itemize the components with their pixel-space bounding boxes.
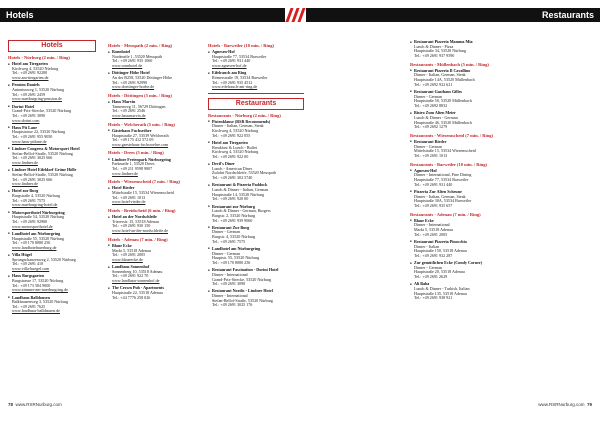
listing-name: ■ Haus Marvin (112, 100, 198, 105)
listing-name: ■ Pension Daniels (12, 83, 96, 88)
listing-detail: Hauptstraße 55, 53520 Nürburg (12, 235, 64, 241)
listing-name: ■ Agnesen-Hof (414, 169, 500, 174)
list-item (208, 247, 304, 266)
website-link[interactable]: www.am-tiergarten.de (12, 75, 49, 81)
website-link[interactable]: www.ronnhotel.de (112, 63, 143, 69)
list-item (8, 83, 96, 102)
listing-name: ■ Restaurant Pizzeria Mamma Mia (414, 40, 500, 45)
listing-name: ■ Agnesen-Hof (212, 50, 304, 55)
header-bar-left (0, 8, 285, 22)
listing-detail: Hauptstraße 14A, 53520 Müllenbach (414, 77, 475, 83)
listing-detail: Dinner - International (212, 271, 248, 277)
listing-name: ■ Pizzeria Zur Alten Scheune (414, 190, 500, 195)
list-item (8, 62, 96, 81)
section-heading: Restaurants - Müllenbach (5 min. / Ring) (410, 61, 489, 67)
listing-name: ■ Restaurant Fascination - Dorint Hotel (212, 268, 304, 273)
website-link[interactable]: www.hausmarvin.de (112, 113, 146, 119)
listing-detail: Hauptstraße 22, 53518 Adenau (112, 289, 163, 295)
listing-name: ■ Motorsporthotel Nürburgring (12, 211, 96, 216)
section-heading: Hotels - Welcherath (5 min. / Ring) (108, 121, 176, 127)
listing-name: ■ Restaurant Nordic - Lindner Hotel (212, 289, 304, 294)
list-item (108, 100, 198, 119)
list-item (8, 168, 96, 187)
website-link[interactable]: www.zimmer-am-nuerburgring.de (12, 287, 68, 293)
divider (208, 93, 304, 94)
footer-url-left[interactable]: www.RSRNurburg.com (15, 402, 62, 407)
website-link[interactable]: www.hotel-an-der-nordschleife.de (112, 228, 169, 234)
listing-detail: Markt 5, 53518 Adenau (414, 226, 453, 232)
section-heading: Restaurants - Nürburg (2 min. / Ring) (208, 112, 281, 118)
listing-detail: Tel.: +49 2691 3025 666 (12, 155, 53, 161)
listing-detail: Kirchweg 4, 53520 Nürburg (12, 65, 59, 71)
listing-name: ■ Devil's Diner (212, 162, 304, 167)
listing-name: ■ Landhotel am Nürburgring (212, 247, 304, 252)
listing-detail: Mittelstraße 15, 53534 Wiesemscheid (414, 148, 476, 154)
listing-detail: Tel.: +49 2691 922 70 (112, 273, 149, 279)
website-link[interactable]: www.eifelrauch-am-ring.de (212, 84, 258, 90)
website-link[interactable]: www.lindner.de (12, 159, 38, 165)
listing-detail: Tel.: +49 175 412 572 69 (112, 137, 154, 143)
section-heading: Hotels - Döttingen (5 min. / Ring) (108, 92, 172, 98)
listing-detail: Tel.: +49 2691 7575 (212, 238, 246, 244)
website-link[interactable]: www.haus-pitlane.de (12, 138, 47, 144)
list-item (108, 215, 198, 234)
list-item (410, 40, 500, 59)
listing-detail: Tel.: +49 2691 935 1060 (112, 58, 153, 64)
listing-detail: Tel.: +49 2691 930 150 (112, 223, 151, 229)
list-item (108, 244, 198, 263)
list-item (208, 141, 304, 160)
listing-name: ■ Eifelrauch am Ring (212, 71, 304, 76)
list-item (410, 219, 500, 238)
listing-detail: Hauptstraße 54, 53520 Nürburg (12, 214, 64, 220)
listing-detail: Kirchweg 4, 53520 Nürburg (212, 127, 259, 133)
list-item (208, 120, 304, 139)
list-item (8, 147, 96, 166)
listing-detail: Markt 5, 53518 Adenau (112, 247, 151, 253)
listing-detail: Tel.: +49 2691 939 9060 (212, 217, 253, 223)
listing-detail: Grand-Prix-Strecke, 53520 Nürburg (212, 276, 272, 282)
listing-detail: Triererstr. 15, 53518 Adenau (112, 218, 160, 224)
section-heading: Hotels - Meuspath (2 min. / Ring) (108, 43, 173, 48)
section-heading: Restaurants - Barweiler (10 min. / Ring) (410, 161, 488, 167)
list-item (108, 50, 198, 69)
listing-detail: Stefan-Bellof-Straße, 53520 Nürburg (12, 171, 73, 177)
list-item (8, 232, 96, 251)
website-link[interactable]: www.villa-huegel.com (12, 266, 50, 272)
listing-detail: Dinner - German (414, 143, 442, 149)
listing-name: ■ Restaurant Gasthaus Gilles (414, 90, 500, 95)
website-link[interactable]: www.nuerburgring-hotel.de (12, 202, 58, 208)
listing-detail: Hauptstraße 27, 53539 Welcherath (112, 132, 169, 138)
listing-detail: Dinner - International (414, 222, 450, 228)
listing-detail: Hauptstraße 46, 53520 Müllenbach (414, 119, 472, 125)
listing-detail: Hauptstr. 55, 53520 Nürburg (212, 255, 260, 261)
header-title-left: Hotels (6, 10, 34, 20)
listing-detail: Tel.: +49 2692 1279 (414, 124, 448, 130)
section-heading: Hotels - Breidscheid (6 min. / Ring) (108, 207, 176, 213)
listing-detail: Breakfast & Lunch - Buffet (212, 144, 258, 150)
list-item (208, 162, 304, 181)
listing-detail: Römerstraße 19, 53534 Barweiler (212, 75, 268, 80)
listing-detail: Sprungschanzenweg 2, 53520 Nürburg (12, 256, 76, 262)
listing-detail: Antoniusweg 1, 53520 Nürburg (12, 86, 65, 92)
listing-detail: Tel.: +49 2691 302 5740 (212, 175, 253, 181)
list-item (410, 240, 500, 259)
listing-detail: Dinner - Italian, German, Steak (212, 123, 264, 129)
list-item (208, 183, 304, 202)
listing-detail: Tel.: +49 2691 7625 (12, 303, 46, 309)
listing-detail: Dinner - German (212, 229, 240, 235)
listing-name: ■ Landhotel am Nürburgring (12, 232, 96, 237)
listing-detail: Burgstr. 2, 53520 Nürburg (212, 212, 256, 218)
listing-detail: Dinner - Italian, German, Steak (414, 193, 466, 199)
listing-detail: Tel.: +49 2692 8832 (414, 102, 448, 108)
listing-detail: Tel.: +49 170 8080 256 (12, 240, 51, 246)
list-item (208, 268, 304, 287)
listing-detail: Dinner - German (414, 264, 442, 270)
website-link[interactable]: www.dorint.com (12, 117, 40, 123)
listing-detail: Lunch & Dinner - Turkish, Italian (414, 285, 470, 291)
listing-name: ■ Restaurant & Pizzeria Paddock (212, 183, 304, 188)
listing-detail: Tel.: +49 2691 2459 (12, 91, 46, 97)
column-3 (208, 40, 304, 400)
listing-detail: Tel.: +49 211 9598 9007 (112, 165, 153, 171)
listing-detail: Tel.: +49 2691 955 9050 (12, 134, 53, 140)
listing-detail: Hauptstraße 14, 53520 Nürburg (212, 191, 264, 197)
list-item (410, 282, 500, 301)
column-5 (410, 40, 500, 400)
listing-detail: Tel.: +49 2691 7575 (12, 197, 46, 203)
website-link[interactable]: www.lindner.de (112, 170, 138, 176)
section-heading: Hotels - Nürburg (2 min. / Ring) (8, 54, 70, 60)
listing-detail: Dinner - Italian (414, 243, 440, 249)
listing-detail: Tel.: +49 170 8080 256 (212, 259, 251, 265)
list-item (410, 111, 500, 130)
listing-detail: Tel.: +49 2691 920 00 (212, 196, 249, 202)
listing-detail: Hauptstraße 77, 53534 Barweiler (414, 177, 469, 182)
listing-detail: Hauptstraße 50, 53520 Müllenbach (414, 98, 472, 104)
listing-detail: Tel.: +44 7776 258 026 (112, 294, 151, 300)
listing-detail: Dinner - Italian, German, Steak (414, 72, 466, 78)
listing-name: ■ Blaue Ecke (112, 244, 198, 249)
listing-name: ■ Bistro Zum Alten Meier (414, 111, 500, 116)
list-item (108, 71, 198, 90)
listing-detail: Tel.: +49 2691 2629 (414, 274, 448, 280)
listing-name: ■ Restaurant Rieder (414, 140, 500, 145)
listing-name: ■ Hotel am Tiergarten (12, 62, 96, 67)
listing-detail: Tel.: +49 2691 1013 (414, 152, 448, 158)
website-link[interactable]: www.hotel-rieder.de (112, 199, 146, 205)
listing-name: ■ Pistenklause (RSR Recommends) (212, 120, 304, 125)
listing-detail: Tannenweg 11, 56729 Döttingen (112, 103, 166, 109)
listing-detail: Stefan-Bellof-Straße, 53520 Nürburg (12, 150, 73, 156)
listing-detail: Lunch & Dinner - German, Burgers (212, 208, 271, 214)
website-link[interactable]: www.motorsporthotel.de (12, 223, 53, 229)
listing-name: ■ Hotel Rieder (112, 186, 198, 191)
website-link[interactable]: www.lindner.de (12, 181, 38, 187)
listing-detail: Parkmeile 1, 53520 Drees (112, 161, 155, 167)
listing-detail: Tel.: +49 2691 3090 (212, 281, 246, 287)
listing-name: ■ Lindner Ferienpark Nürburgring (112, 158, 198, 163)
listing-detail: Dinner - International, Fine Dining (414, 172, 472, 178)
list-item (8, 105, 96, 124)
list-item (208, 71, 304, 90)
listing-name: ■ Dorint Hotel (12, 105, 96, 110)
listing-detail: Burgstrasse 17, 53520 Nürburg (12, 277, 64, 283)
listing-detail: Dinner - German (414, 93, 442, 99)
restaurants-box-header: Restaurants (208, 98, 304, 110)
listing-detail: Tel.: +49 2691 922 055 (212, 132, 251, 138)
list-item (410, 261, 500, 280)
listing-detail: Tel.: +49 2691 931 440 (414, 181, 453, 187)
list-item (8, 211, 96, 230)
hotels-box-header: Hotels (8, 40, 96, 52)
listing-detail: Sonnenberg 10, 53518 Adenau (112, 268, 163, 274)
listing-detail: Grand-Prix-Strecke, 53520 Nürburg (12, 108, 72, 114)
listing-name: ■ Restaurant Zur Burg (212, 226, 304, 231)
listing-detail: Kirchweg 4, 53520 Nürburg (212, 149, 259, 155)
listing-name: ■ Ali Baba (414, 282, 500, 287)
listing-detail: Balkhausenweg 3, 53520 Nürburg (12, 299, 69, 305)
listing-name: ■ Zur gemütlichen Ecke (Comfy Corner) (414, 261, 500, 266)
listing-name: ■ Haus Burgsgarten (12, 274, 96, 279)
list-item (208, 226, 304, 245)
listing-detail: Tel.: +49 2691 2546 (112, 108, 146, 114)
listing-detail: Tel.: +49 2691 2005 (112, 252, 146, 258)
column-2 (108, 40, 198, 400)
listing-detail: Tel.: +49 2691 937 9590 (414, 52, 455, 58)
list-item (8, 189, 96, 208)
listing-detail: Burgstr. 4, 53520 Nürburg (212, 234, 256, 240)
list-item (8, 126, 96, 145)
listing-detail: Tel.: +49 2691 935 4512 (212, 79, 253, 85)
listing-detail: Lunch & Dinner - Italian, German (212, 186, 269, 192)
page-number-left: 78 (8, 402, 14, 407)
listing-name: ■ The Crown Pub - Apartments (112, 286, 198, 291)
section-heading: Hotels - Drees (5 min. / Ring) (108, 150, 164, 156)
listing-name: ■ Blaue Ecke (414, 219, 500, 224)
list-item (410, 190, 500, 209)
website-link[interactable]: www.landhaus-sonnenhof.de (112, 278, 160, 284)
list-item (410, 140, 500, 159)
listing-detail: Hauptstraße 77, 53534 Barweiler (212, 53, 267, 59)
listing-detail: Hauptstraße 34, 53520 Nürburg (414, 48, 466, 54)
list-item (208, 289, 304, 308)
listing-name: ■ Gästehaus Fuchsröhre (112, 129, 198, 134)
list-item (108, 158, 198, 177)
website-link[interactable]: www.doettinger-hoehe.de (112, 84, 155, 90)
listing-name: ■ Haus Pit Lane (12, 126, 96, 131)
list-item (208, 205, 304, 224)
listing-detail: Hauptstraße 20, 53518 Adenau (414, 269, 465, 275)
listing-detail: Tel.: +49 2691 935 657 (414, 202, 453, 208)
listing-detail: Tel.: +49 2691 92900 (12, 218, 48, 224)
section-heading: Hotels - Adenau (7 min. / Ring) (108, 236, 168, 242)
listing-name: ■ Restaurant Pizzeria Il Cavallino (414, 69, 500, 74)
listing-name: ■ Hotel zur Burg (12, 189, 96, 194)
website-link[interactable]: www.nuerburgring-pension.de (12, 96, 62, 102)
listing-detail: Tel.: +49 2691 931 440 (212, 58, 251, 64)
section-heading: Hotels - Wiesemscheid (7 min. / Ring) (108, 179, 180, 185)
listing-name: ■ Lindner Hotel Eifeldorf Grüne Hölle (12, 168, 96, 173)
listing-detail: Dinner - International (212, 293, 248, 299)
listing-detail: Hauptstraße 150, 53518 Adenau (414, 248, 467, 254)
listing-name: ■ Villa Hügel (12, 253, 96, 258)
listing-detail: Tel.: +49 2691 1013 (112, 194, 146, 200)
listing-detail: An der B258, 53520 Döttinger Höhe (112, 75, 173, 80)
listing-detail: Lunch & Dinner - German (414, 114, 458, 120)
listing-name: ■ Ronnhotel (112, 50, 198, 55)
listing-name: ■ Restaurant zur Nürburg (212, 205, 304, 210)
website-link[interactable]: www.gaestehaus-fuchsroehre.com (112, 141, 169, 147)
listing-detail: Tel.: +49 2691 932 287 (414, 252, 453, 258)
listing-name: ■ Döttinger Höhe Hotel (112, 71, 198, 76)
listing-detail: Tel.: +49 2691 92990 (112, 79, 148, 85)
footer-right (538, 402, 592, 407)
listing-name: ■ Restaurant Pizzeria Pinocchio (414, 240, 500, 245)
list-item (208, 50, 304, 69)
column-1 (8, 40, 96, 400)
page-number-right: 79 (586, 402, 592, 407)
header-title-right: Restaurants (541, 10, 594, 20)
listing-detail: Tel.: +49 2691 3090 (12, 112, 46, 118)
listing-detail: Mittelstraße 15, 53534 Wiesemscheid (112, 190, 174, 195)
footer-left (8, 402, 62, 407)
listing-detail: Tel.: +49 2691 3025 666 (12, 176, 53, 182)
list-item (410, 90, 500, 109)
list-item (410, 169, 500, 188)
list-item (108, 129, 198, 148)
website-link[interactable]: www.landhotelnuerburg.de (12, 244, 57, 250)
listing-detail: Hauptstraße 30A, 53534 Barweiler (414, 198, 472, 204)
listing-detail: Zufahrt Nordschleife, 53520 Meuspath (212, 170, 276, 176)
listing-detail: Hauptstrasse 22, 53520 Nürburg (12, 129, 66, 135)
list-item (410, 69, 500, 88)
list-item (108, 265, 198, 284)
footer-url-right[interactable]: www.RSRNurburg.com (538, 402, 585, 407)
listing-detail: Hauptstraße 135, 53518 Adenau (414, 290, 467, 296)
listing-detail: Stefan-Bellof-Straße, 53520 Nürburg (212, 297, 273, 303)
listing-name: ■ Lindner Congress & Motorsport Hotel (12, 147, 96, 152)
listing-detail: Tel.: +49 2691 2005 (414, 231, 448, 237)
section-heading: Restaurants - Adenau (7 min. / Ring) (410, 211, 481, 217)
listing-detail: Tel.: +49 2691 410 (12, 261, 44, 267)
listing-detail: Tel.: +49 2691 92200 (12, 70, 48, 76)
listing-name: ■ Landhaus Balldousen (12, 296, 96, 301)
listing-detail: Nordmeile 1, 53520 Meuspath (112, 53, 163, 59)
header-bar-right (306, 8, 600, 22)
list-item (8, 296, 96, 315)
listing-detail: Tel.: +49 2692 932 621 (414, 81, 453, 87)
list-item (108, 286, 198, 300)
listing-detail: Tel.: +49 2691 922 00 (212, 153, 249, 159)
listing-name: ■ Hotel am Tiergarten (212, 141, 304, 146)
listing-detail: Lunch & Dinner - Pizza (414, 43, 454, 49)
section-heading: Restaurants - Wiesemscheid (7 min. / Ring) (410, 132, 493, 138)
list-item (8, 274, 96, 293)
list-item (108, 186, 198, 205)
listing-name: ■ Hotel an der Nordschleife (112, 215, 198, 220)
listing-detail: Dinner - German (212, 250, 240, 256)
section-heading: Hotels - Barweiler (10 min. / Ring) (208, 43, 275, 48)
listing-detail: Tel.: +49 2691 938 921 (414, 295, 453, 301)
website-link[interactable]: www.landhaus-balldausen.de (12, 308, 60, 314)
listing-name: ■ Landhaus Sonnenhof (112, 265, 198, 270)
list-item (8, 253, 96, 272)
listing-detail: Tel.: +49 2691 3025 176 (212, 302, 253, 308)
listing-detail: Burgstraße 4, 53520 Nürburg (12, 193, 61, 199)
listing-detail: Lunch - American Diner (212, 165, 253, 171)
website-link[interactable]: www.agnesen-hof.de (212, 63, 247, 69)
website-link[interactable]: www.blaueecke.de (112, 256, 143, 262)
listing-detail: Tel.: +49 173 584 9000 (12, 282, 51, 288)
